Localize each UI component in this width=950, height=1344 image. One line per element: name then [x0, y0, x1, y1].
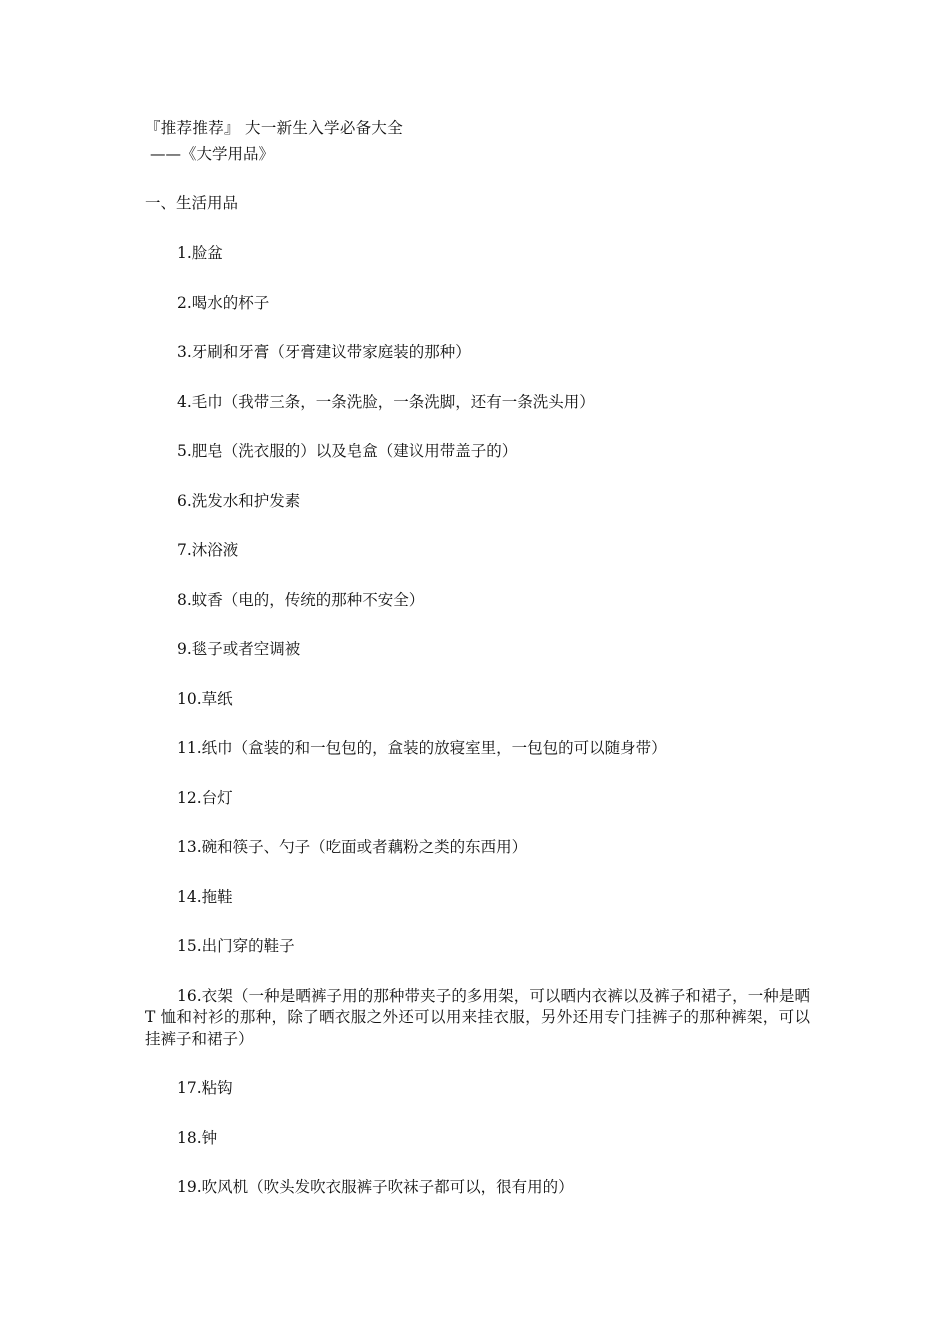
document-title: 『推荐推荐』 大一新生入学必备大全 [145, 119, 404, 137]
list-item: 14.拖鞋 [177, 887, 233, 906]
section-heading-daily-items: 一、生活用品 [145, 194, 239, 212]
document-subtitle: ——《大学用品》 [150, 145, 275, 163]
list-item: 15.出门穿的鞋子 [177, 937, 295, 955]
list-item: 17.粘钩 [177, 1079, 233, 1097]
list-item: 18.钟 [177, 1128, 218, 1147]
list-item: 7.沐浴液 [177, 541, 239, 559]
list-item: 4.毛巾（我带三条，一条洗脸，一条洗脚，还有一条洗头用） [177, 392, 595, 411]
list-item: 2.喝水的杯子 [177, 293, 270, 312]
list-item: 13.碗和筷子、勺子（吃面或者藕粉之类的东西用） [177, 838, 528, 856]
list-item: 8.蚊香（电的，传统的那种不安全） [177, 590, 425, 609]
list-item: 3.牙刷和牙膏（牙膏建议带家庭装的那种） [177, 343, 471, 361]
list-item: 16.衣架（一种是晒裤子用的那种带夹子的多用架，可以晒内衣裤以及裤子和裙子，一种是晒 T 恤和衬衫的那种，除了晒衣服之外还可以用来挂衣服，另外还用专门挂裤子的那种裤架，可以挂裤子和裙子） [145, 986, 810, 1048]
list-item: 1.脸盆 [177, 244, 223, 262]
list-item: 19.吹风机（吹头发吹衣服裤子吹袜子都可以，很有用的） [177, 1178, 574, 1196]
list-item: 12.台灯 [177, 788, 233, 807]
item-list [145, 243, 810, 1227]
list-item: 11.纸巾（盒装的和一包包的，盒装的放寝室里，一包包的可以随身带） [177, 739, 667, 757]
list-item: 9.毯子或者空调被 [177, 640, 301, 658]
list-item: 10.草纸 [177, 689, 233, 708]
list-item: 6.洗发水和护发素 [177, 491, 301, 510]
list-item: 5.肥皂（洗衣服的）以及皂盒（建议用带盖子的） [177, 442, 518, 460]
